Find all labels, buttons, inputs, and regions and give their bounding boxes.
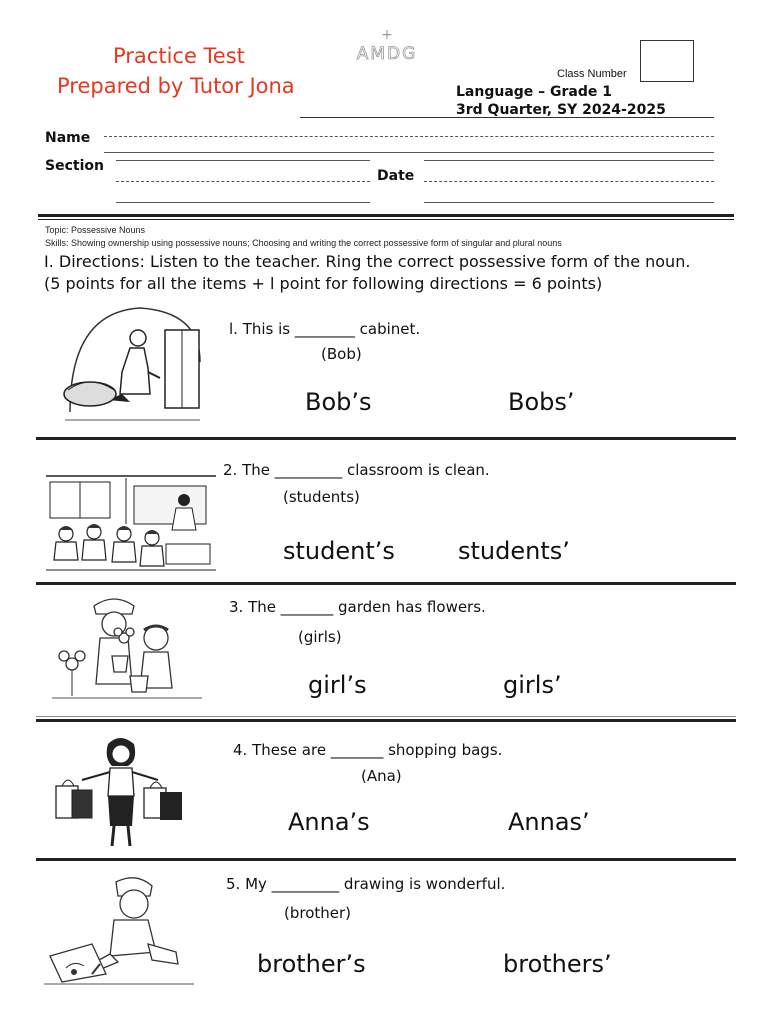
item-divider-3	[36, 719, 736, 722]
item-divider-4	[36, 858, 736, 861]
header-divider	[38, 214, 734, 217]
item-divider-2	[36, 582, 736, 585]
girls-garden-illustration	[52, 592, 202, 704]
question-4-choice-a[interactable]: Anna’s	[288, 808, 370, 836]
section-field[interactable]	[116, 181, 370, 182]
logo-cross: +	[381, 27, 393, 43]
question-4-hint: (Ana)	[361, 767, 402, 785]
question-1-choice-b[interactable]: Bobs’	[508, 388, 575, 416]
question-1-sentence: l. This is ________ cabinet.	[229, 320, 421, 338]
directions-line1: I. Directions: Listen to the teacher. Ring the correct possessive form of the noun.	[44, 252, 691, 271]
logo-text: AMDG	[356, 44, 418, 64]
question-5-sentence: 5. My _________ drawing is wonderful.	[226, 875, 506, 893]
class-number-box[interactable]	[640, 40, 694, 82]
man-cabinet-picture	[60, 302, 205, 427]
question-2-sentence: 2. The _________ classroom is clean.	[223, 461, 490, 479]
question-3-hint: (girls)	[298, 628, 342, 646]
shopping-woman-picture	[48, 730, 188, 852]
classroom-picture	[46, 474, 216, 572]
date-line-top	[424, 160, 714, 161]
question-1-hint: (Bob)	[321, 345, 362, 363]
worksheet-title: Practice Test	[113, 44, 245, 68]
question-5-hint: (brother)	[284, 904, 352, 922]
section-line-top	[116, 160, 370, 161]
question-3-sentence: 3. The _______ garden has flowers.	[229, 598, 486, 616]
header-divider-thin	[38, 219, 734, 220]
question-4-sentence: 4. These are _______ shopping bags.	[233, 741, 503, 759]
classroom-illustration	[46, 474, 216, 572]
question-5-choice-a[interactable]: brother’s	[257, 950, 366, 978]
question-2-hint: (students)	[283, 488, 360, 506]
name-field[interactable]	[104, 136, 714, 137]
class-number-label: Class Number	[557, 68, 627, 80]
shopping-woman-illustration	[48, 730, 188, 852]
girls-garden-picture	[52, 592, 202, 704]
date-label: Date	[377, 168, 415, 184]
quarter-heading: 3rd Quarter, SY 2024-2025	[456, 102, 666, 118]
topic-text: Topic: Possessive Nouns	[45, 225, 146, 235]
date-field[interactable]	[424, 181, 714, 182]
boy-drawing-illustration	[44, 874, 194, 986]
directions-line2: (5 points for all the items + l point for following directions = 6 points)	[44, 274, 603, 293]
date-line-bottom	[424, 202, 714, 203]
item-divider-1	[36, 437, 736, 440]
question-3-choice-b[interactable]: girls’	[503, 671, 562, 699]
name-field-underline	[104, 152, 714, 153]
boy-drawing-picture	[44, 874, 194, 986]
item-divider-3-thin	[36, 716, 736, 717]
worksheet-author: Prepared by Tutor Jona	[57, 74, 295, 98]
subject-heading: Language – Grade 1	[456, 84, 613, 100]
question-1-choice-a[interactable]: Bob’s	[305, 388, 372, 416]
question-3-choice-a[interactable]: girl’s	[308, 671, 367, 699]
skills-text: Skills: Showing ownership using possessive nouns; Choosing and writing the correct possessive form of singular and plural nouns	[45, 238, 562, 248]
header-underline	[300, 117, 714, 118]
question-4-choice-b[interactable]: Annas’	[508, 808, 590, 836]
section-label: Section	[45, 158, 104, 174]
man-cabinet-illustration	[60, 302, 205, 427]
amdg-logo	[352, 28, 422, 72]
question-2-choice-b[interactable]: students’	[458, 537, 570, 565]
name-label: Name	[45, 130, 91, 146]
section-line-bottom	[116, 202, 370, 203]
question-2-choice-a[interactable]: student’s	[283, 537, 395, 565]
question-5-choice-b[interactable]: brothers’	[503, 950, 612, 978]
